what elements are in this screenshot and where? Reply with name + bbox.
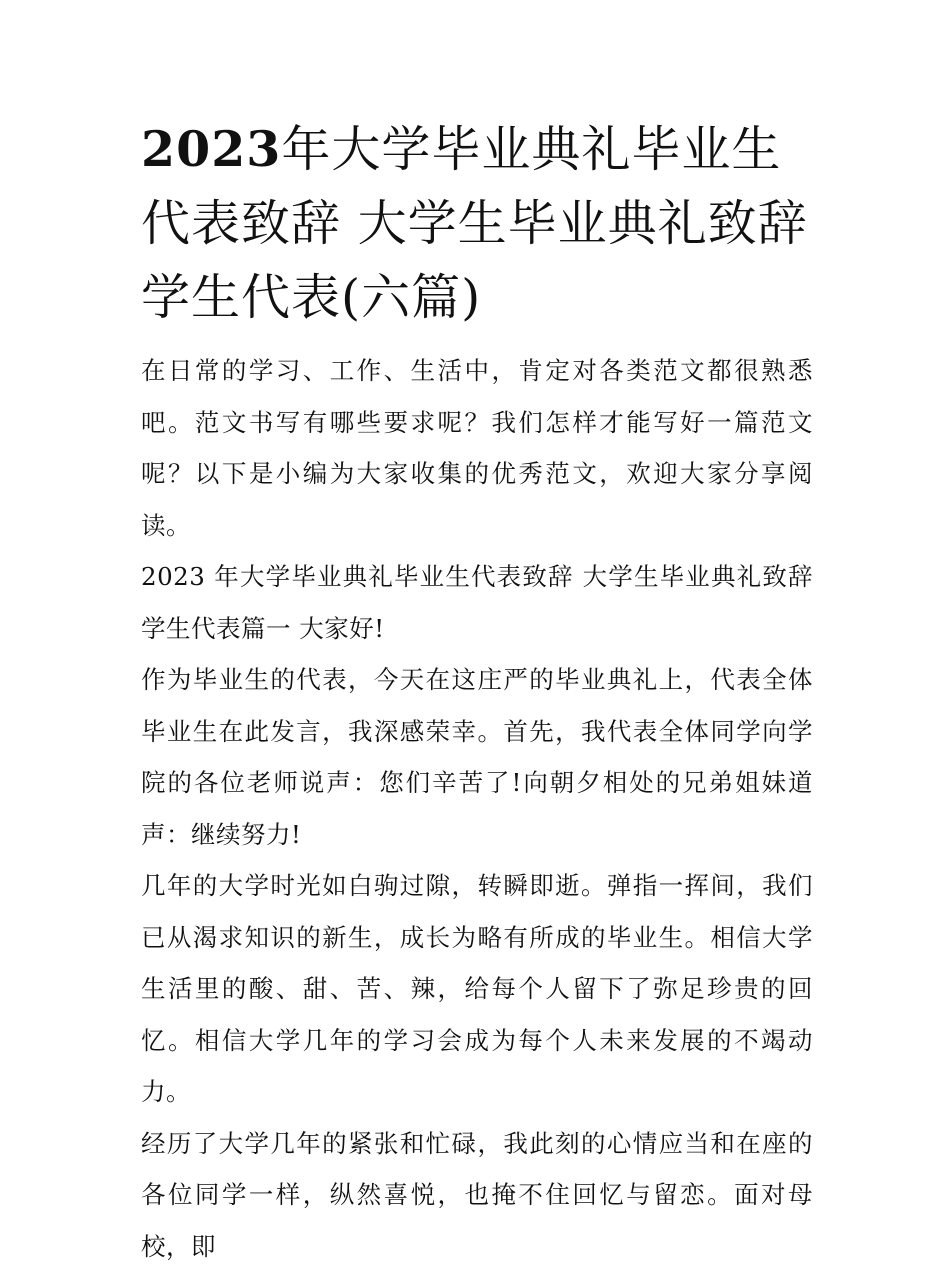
paragraph-feelings: 经历了大学几年的紧张和忙碌，我此刻的心情应当和在座的各位同学一样，纵然喜悦，也掩不住回忆与留恋。面对母校，即 <box>141 1118 813 1272</box>
title-text: 年大学毕业典礼毕业生代表致辞 大学生毕业典礼致辞学生代表(六篇) <box>141 121 808 326</box>
document-page <box>141 112 813 1272</box>
document-title <box>141 112 813 335</box>
title-year: 2023 <box>141 120 281 178</box>
paragraph-college-years: 几年的大学时光如白驹过隙，转瞬即逝。弹指一挥间，我们已从渴求知识的新生，成长为略有所成的毕业生。相信大学生活里的酸、甜、苦、辣，给每个人留下了弥足珍贵的回忆。相信大学几年的学习会成为每个人未来发展的不竭动力。 <box>141 860 813 1118</box>
document-body <box>141 345 813 1272</box>
paragraph-greeting: 作为毕业生的代表，今天在这庄严的毕业典礼上，代表全体毕业生在此发言，我深感荣幸。首先，我代表全体同学向学院的各位老师说声：您们辛苦了!向朝夕相处的兄弟姐妹道声：继续努力! <box>141 654 813 860</box>
paragraph-intro: 在日常的学习、工作、生活中，肯定对各类范文都很熟悉吧。范文书写有哪些要求呢？我们怎样才能写好一篇范文呢？以下是小编为大家收集的优秀范文，欢迎大家分享阅读。 <box>141 345 813 551</box>
paragraph-section-heading: 2023 年大学毕业典礼毕业生代表致辞 大学生毕业典礼致辞学生代表篇一 大家好! <box>141 551 813 654</box>
